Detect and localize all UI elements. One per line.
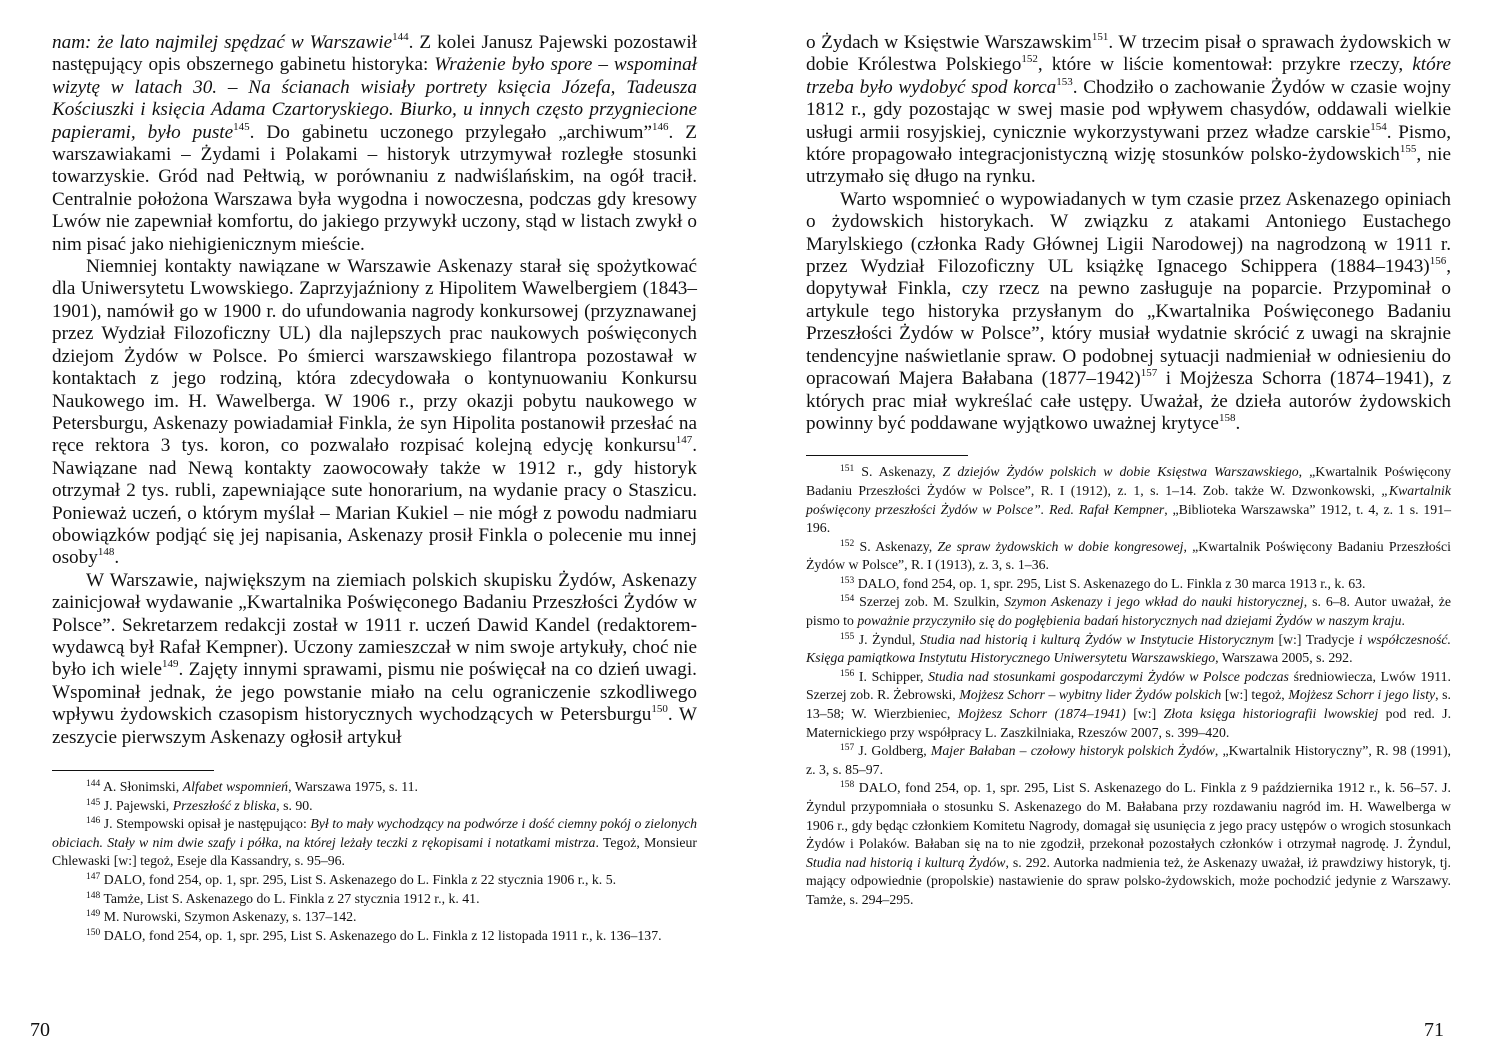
footnotes	[806, 463, 1451, 909]
footnote-147: $^{147}$ DALO, fond 254, op. 1, spr. 295, List S. Askenazego do L. Finkla z 22 stycznia 1906 r., k. 5.	[86, 871, 617, 887]
footnote-155: $^{155}$ J. Żyndul, Studia nad historią i kulturą Żydów w Instytucie Historycznym [w:] Tradycje i współczesność. Księga pamiątkowa Instytutu Historycznego Uniwersytetu Warszawskiego, Warszawa 2005, s. 292.	[806, 631, 1451, 666]
main-text	[52, 32, 697, 749]
footnote-separator	[52, 770, 214, 771]
footnote-152: $^{152}$ S. Askenazy, Ze spraw żydowskich w dobie kongresowej, „Kwartalnik Poświęcony Badaniu Przeszłości Żydów w Polsce”, R. I (1913), z. 3, s. 1–36.	[806, 538, 1451, 573]
footnote-154: $^{154}$ Szerzej zob. M. Szulkin, Szymon Askenazy i jego wkład do nauki historycznej, s. 6–8. Autor uważał, że pismo to poważnie przyczyniło się do pogłębienia badań historycznych nad dziejami Żydów w naszym kraju.	[806, 594, 1451, 629]
left-page	[52, 0, 697, 1064]
footnote-150: $^{150}$ DALO, fond 254, op. 1, spr. 295, List S. Askenazego do L. Finkla z 12 listopada 1911 r., k. 136–137.	[86, 927, 662, 943]
footnote-157: $^{157}$ J. Goldberg, Majer Bałaban – czołowy historyk polskich Żydów, „Kwartalnik Historyczny”, R. 98 (1991), z. 3, s. 85–97.	[806, 743, 1451, 777]
paragraph: o Żydach w Księstwie Warszawskim$^{151}$. W trzecim pisał o sprawach żydowskich w dobie Królestwa Polskiego$^{152}$, które w liście komentował: przykre rzeczy, które trzeba było wydobyć spod korca$^{153}$. Chodziło o zachowanie Żydów w czasie wojny 1812 r., gdy pozostając w swej masie pod wpływem chasydów, oddawali wielkie usługi armii rosyjskiej, cynicznie wykorzystywani przez władze carskie$^{154}$. Pismo, które propagowało integracjonistyczną wizję stosunków polsko-żydowskich$^{155}$, nie utrzymało się długo na rynku.	[806, 31, 1452, 188]
footnote-156: $^{156}$ I. Schipper, Studia nad stosunkami gospodarczymi Żydów w Polsce podczas średniowiecza, Lwów 1911. Szerzej zob. R. Żebrowski, Mojżesz Schorr – wybitny lider Żydów polskich [w:] tegoż, Mojżesz Schorr i jego listy, s. 13–58; W. Wierzbieniec, Mojżesz Schorr (1874–1941) [w:] Złota księga historiografii lwowskiej pod red. J. Maternickiego przy współpracy L. Zaszkilniaka, Rzeszów 2007, s. 399–420.	[806, 668, 1452, 740]
paragraph: W Warszawie, największym na ziemiach polskich skupisku Żydów, Askenazy zainicjował wydawanie „Kwartalnika Poświęconego Badaniu Przeszłości Żydów w Polsce”. Sekretarzem redakcji został w 1911 r. uczeń Dawid Kandel (redaktorem-wydawcą był Rafał Kempner). Uczony zamieszczał w nim swoje artykuły, choć nie było ich wiele$^{149}$. Zajęty innymi sprawami, pismu nie poświęcał na co dzień uwagi. Wspominał jednak, że jego powstanie miało na celu ograniczenie szkodliwego wpływu żydowskich czasopism historycznych wychodzących w Petersburgu$^{150}$. W zeszycie pierwszym Askenazy ogłosił artykuł	[52, 569, 697, 748]
footnote-145: $^{145}$ J. Pajewski, Przeszłość z bliska, s. 90.	[86, 797, 313, 813]
footnote-146: $^{146}$ J. Stempowski opisał je następująco: Był to mały wychodzący na podwórze i dość ciemny pokój o zielonych obiciach. Stały w nim dwie szafy i półka, na której leżały teczki z rękopisami i notatkami mistrza. Tegoż, Monsieur Chlewaski [w:] tegoż, Eseje dla Kassandry, s. 95–96.	[52, 816, 698, 869]
footnote-158: $^{158}$ DALO, fond 254, op. 1, spr. 295, List S. Askenazego do L. Finkla z 9 października 1912 r., k. 56–57. J. Żyndul przypomniała o stosunku S. Askenazego do M. Bałabana przy rozdawaniu nagród im. H. Wawelberga w 1906 r., gdy będąc członkiem Komitetu Nagrody, domagał się usunięcia z jego pracy ustępów o wrogich stosunkach Żydów i Polaków. Bałaban się na to nie zgodził, przekonał pozostałych członków i otrzymał nagrodę. J. Żyndul, Studia nad historią i kulturą Żydów, s. 292. Autorka nadmienia też, że Askenazy uważał, iż prawdziwy historyk, tj. mający odpowiednie (propolskie) nastawienie do spraw polsko-żydowskich, może pochodzić jedynie z Warszawy. Tamże, s. 294–295.	[806, 780, 1451, 907]
footnotes	[52, 778, 697, 945]
right-page	[806, 0, 1451, 1064]
main-text	[806, 32, 1451, 435]
paragraph: Warto wspomnieć o wypowiadanych w tym czasie przez Askenazego opiniach o żydowskich historykach. W związku z atakami Antoniego Eustachego Marylskiego (członka Rady Głównej Ligii Narodowej) na nagrodzoną w 1911 r. przez Wydział Filozoficzny UL książkę Ignacego Schippera (1884–1943)$^{156}$, dopytywał Finkla, czy rzecz na pewno zasługuje na poparcie. Przypominał o artykule tego historyka przysłanym do „Kwartalnika Poświęconego Badaniu Przeszłości Żydów w Polsce”, który musiał wydatnie skrócić z uwagi na skrajnie tendencyjne naświetlanie spraw. O podobnej sytuacji nadmieniał w odniesieniu do opracowań Majera Bałabana (1877–1942)$^{157}$ i Mojżesza Schorra (1874–1941), z których prac miał wykreślać całe ustępy. Uważał, że dzieła autorów żydowskich powinny być poddawane wyjątkowo uważnej krytyce$^{158}$.	[806, 188, 1451, 434]
paragraph: Niemniej kontakty nawiązane w Warszawie Askenazy starał się spożytkować dla Uniwersytetu Lwowskiego. Zaprzyjaźniony z Hipolitem Wawelbergiem (1843–1901), namówił go w 1900 r. do ufundowania nagrody konkursowej (przyznawanej przez Wydział Filozoficzny UL) dla najlepszych prac naukowych poświęconych dziejom Żydów w Polsce. Po śmierci warszawskiego filantropa pozostawał w kontaktach z jego rodziną, która zdecydowała o kontynuowaniu Konkursu Naukowego im. H. Wawelberga. W 1906 r., przy okazji pobytu naukowego w Petersburgu, Askenazy powiadamiał Finkla, że syn Hipolita postanowił przesłać na ręce rektora 3 tys. koron, co pozwalało rozpisać kolejną edycję konkursu$^{147}$. Nawiązane nad Newą kontakty zaowocowały także w 1912 r., gdy historyk otrzymał 2 tys. rubli, zapewniające sute honorarium, na wydanie pracy o Staszicu. Ponieważ uczeń, o którym myślał – Marian Kukiel – nie mógł z powodu nadmiaru obowiązków podjąć się jej napisania, Askenazy prosił Finkla o polecenie mu innej osoby$^{148}$.	[52, 256, 697, 569]
footnote-149: $^{149}$ M. Nurowski, Szymon Askenazy, s. 137–142.	[86, 909, 357, 925]
footnote-153: $^{153}$ DALO, fond 254, op. 1, spr. 295, List S. Askenazego do L. Finkla z 30 marca 1913 r., k. 63.	[840, 575, 1366, 591]
paragraph: nam: że lato najmilej spędzać w Warszawie$^{144}$. Z kolei Janusz Pajewski pozostawił następujący opis obszernego gabinetu historyka: Wrażenie było spore – wspominał wizytę w latach 30. – Na ścianach wisiały portrety księcia Józefa, Tadeusza Kościuszki i księcia Adama Czartoryskiego. Biurko, u innych często przygniecione papierami, było puste$^{145}$. Do gabinetu uczonego przylegało „archiwum”$^{146}$. Z warszawiakami – Żydami i Polakami – historyk utrzymywał rozległe stosunki towarzyskie. Gród nad Pełtwią, w porównaniu z nadwiślańskim, na ogół tracił. Centralnie położona Warszawa była wygodna i nowoczesna, podczas gdy kresowy Lwów nie zapewniał komfortu, do jakiego przywykł uczony, stąd w listach zwykł o nim pisać jako niehigienicznym mieście.	[52, 31, 697, 255]
footnote-151: $^{151}$ S. Askenazy, Z dziejów Żydów polskich w dobie Księstwa Warszawskiego, „Kwartalnik Poświęcony Badaniu Przeszłości Żydów w Polsce”, R. I (1912), z. 1, s. 1–14. Zob. także W. Dzwonkowski, „Kwartalnik poświęcony przeszłości Żydów w Polsce”. Red. Rafał Kempner, „Biblioteka Warszawska” 1912, t. 4, z. 1 s. 191–196.	[806, 464, 1452, 536]
page-number-right: 71	[1424, 1019, 1444, 1041]
page-number-left: 70	[30, 1019, 50, 1041]
footnote-separator	[806, 455, 968, 456]
footnote-148: $^{148}$ Tamże, List S. Askenazego do L. Finkla z 27 stycznia 1912 r., k. 41.	[86, 890, 480, 906]
footnote-144: $^{144}$ A. Słonimski, Alfabet wspomnień, Warszawa 1975, s. 11.	[86, 779, 418, 794]
